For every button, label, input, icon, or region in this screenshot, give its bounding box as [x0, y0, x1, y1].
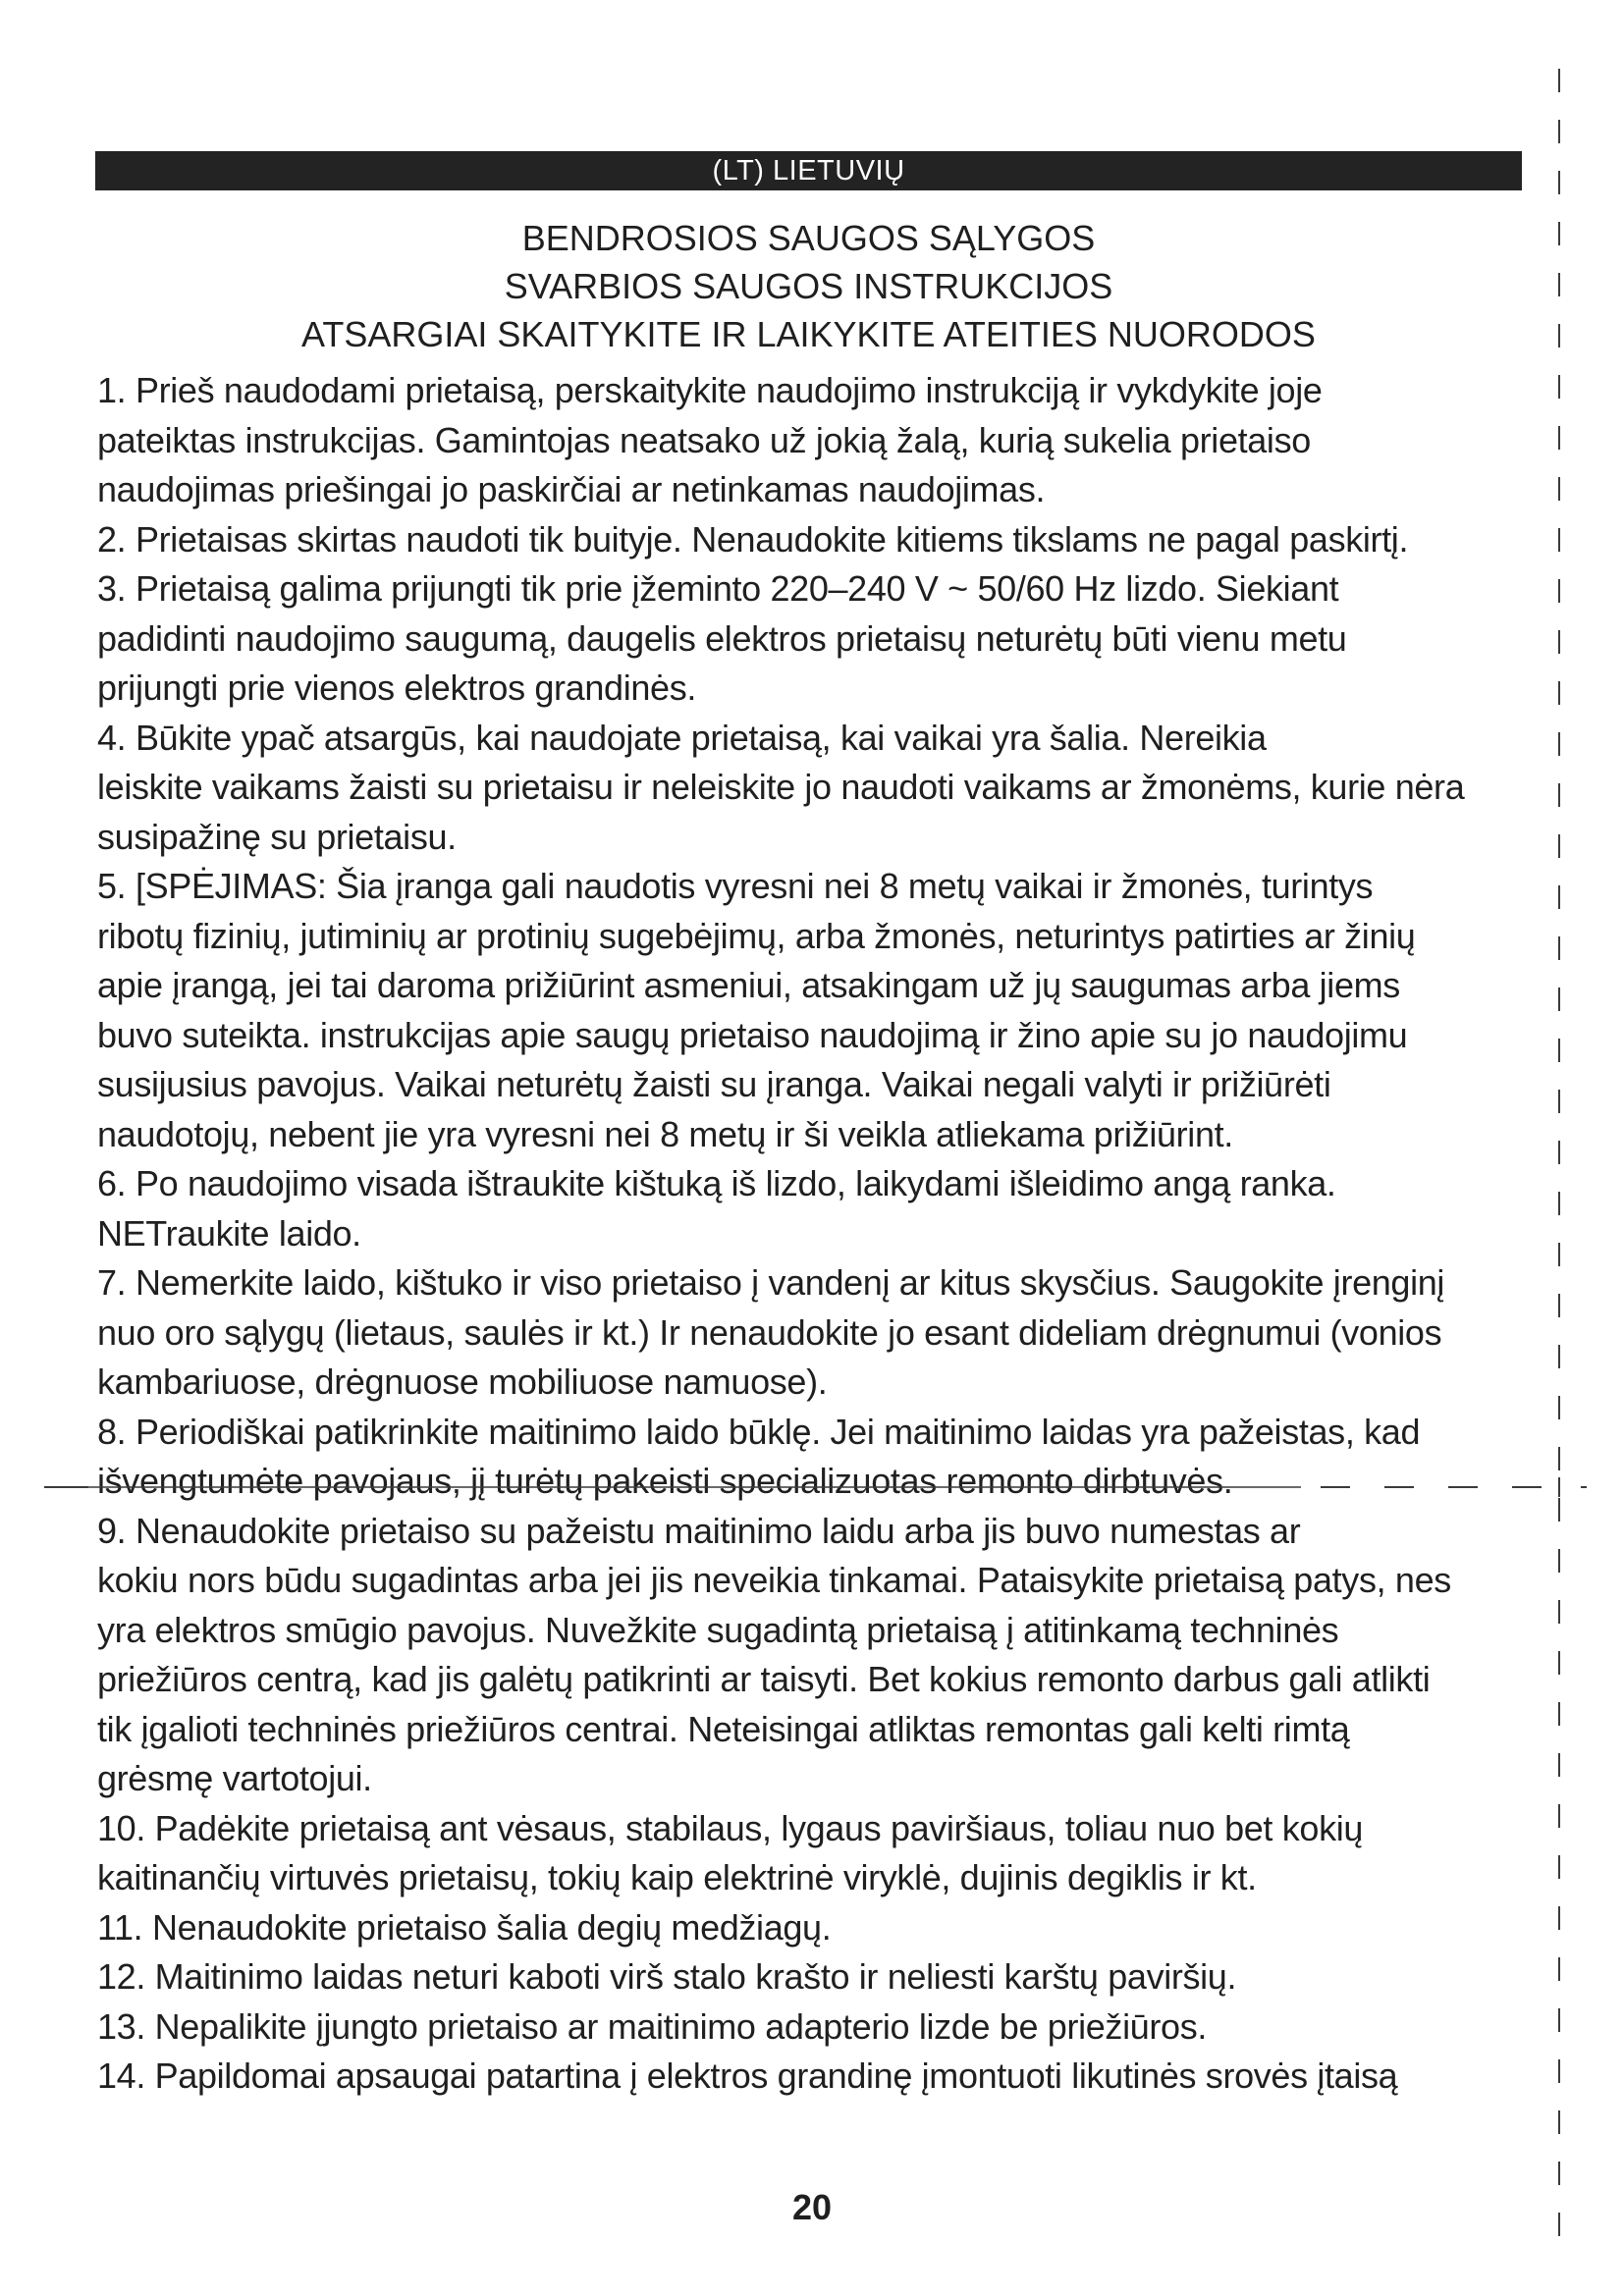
text-line: 3. Prietaisą galima prijungti tik prie įžeminto 220–240 V ~ 50/60 Hz lizdo. Siekiant: [97, 568, 1339, 609]
text-line: 13. Nepalikite įjungto prietaiso ar maitinimo adapterio lizde be priežiūros.: [97, 2005, 1208, 2047]
text-line: kokiu nors būdu sugadintas arba jei jis neveikia tinkamai. Pataisykite prietaisą patys, nes: [97, 1560, 1451, 1600]
text-line: 6. Po naudojimo visada ištraukite kištuką iš lizdo, laikydami išleidimo angą ranka.: [97, 1163, 1336, 1203]
text-line: išvengtumėte pavojaus, jį turėtų pakeisti specializuotas remonto dirbtuvės.: [97, 1461, 1233, 1501]
text-line: 9. Nenaudokite prietaiso su pažeistu maitinimo laidu arba jis buvo numestas ar: [97, 1510, 1301, 1551]
language-label: (LT) LIETUVIŲ: [712, 155, 905, 187]
text-line: NETraukite laido.: [97, 1212, 361, 1254]
text-line: ribotų fizinių, jutiminių ar protinių sugebėjimų, arba žmonės, neturintys patirties ar žinių: [97, 915, 1416, 956]
text-line: 7. Nemerkite laido, kištuko ir viso prietaiso į vandenį ar kitus skysčius. Saugokite įrenginį: [97, 1262, 1445, 1303]
text-line: kaitinančių virtuvės prietaisų, tokių kaip elektrinė viryklė, dujinis degiklis ir kt.: [97, 1857, 1257, 1897]
text-line: padidinti naudojimo saugumą, daugelis elektros prietaisų neturėtų būti vienu metu: [97, 617, 1347, 659]
text-line: buvo suteikta. instrukcijas apie saugų prietaiso naudojimą ir žino apie su jo naudojimu: [97, 1014, 1408, 1055]
text-line: tik įgalioti techninės priežiūros centrai. Neteisingai atliktas remontas gali kelti rimtą: [97, 1708, 1350, 1749]
margin-trim-marks: [1549, 0, 1569, 2296]
text-line: grėsmę vartotojui.: [97, 1758, 372, 1798]
text-line: 14. Papildomai apsaugai patartina į elektros grandinę įmontuoti likutinės srovės įtaisą: [97, 2056, 1398, 2096]
text-line: pateiktas instrukcijas. Gamintojas neatsako už jokią žalą, kurią sukelia prietaiso: [97, 419, 1311, 460]
text-line: 11. Nenaudokite prietaiso šalia degių medžiagų.: [97, 1906, 832, 1948]
text-line: 10. Padėkite prietaisą ant vėsaus, stabilaus, lygaus paviršiaus, toliau nuo bet kokių: [97, 1807, 1364, 1848]
text-line: 4. Būkite ypač atsargūs, kai naudojate prietaisą, kai vaikai yra šalia. Nereikia: [97, 717, 1267, 758]
text-line: naudojimas priešingai jo paskirčiai ar netinkamas naudojimas.: [97, 469, 1046, 509]
language-header-bar: [95, 151, 1522, 190]
text-line: 5. [SPĖJIMAS: Šia įranga gali naudotis vyresni nei 8 metų vaikai ir žmonės, turintys: [97, 866, 1374, 906]
text-line: prijungti prie vienos elektros grandinės.: [97, 667, 696, 708]
text-line: leiskite vaikams žaisti su prietaisu ir neleiskite jo naudoti vaikams ar žmonėms, kurie nėra: [97, 767, 1465, 807]
text-line: 12. Maitinimo laidas neturi kaboti virš stalo krašto ir neliesti karštų paviršių.: [97, 1956, 1237, 1997]
safety-instructions-body: [97, 366, 1541, 2102]
text-line: 8. Periodiškai patikrinkite maitinimo laido būklę. Jei maitinimo laidas yra pažeistas, kad: [97, 1411, 1421, 1452]
text-line: apie įrangą, jei tai daroma prižiūrint asmeniui, atsakingam už jų saugumas arba jiems: [97, 965, 1400, 1005]
text-line: nuo oro sąlygų (lietaus, saulės ir kt.) Ir nenaudokite jo esant dideliam drėgnumui (vonios: [97, 1311, 1442, 1353]
text-line: susijusius pavojus. Vaikai neturėtų žaisti su įranga. Vaikai negali valyti ir prižiūrėti: [97, 1064, 1331, 1104]
title-general-safety: BENDROSIOS SAUGOS SĄLYGOS: [521, 218, 1096, 258]
text-line: 1. Prieš naudodami prietaisą, perskaitykite naudojimo instrukciją ir vykdykite joje: [97, 370, 1323, 410]
text-line: priežiūros centrą, kad jis galėtų patikrinti ar taisyti. Bet kokius remonto darbus gali atlikti: [97, 1659, 1431, 1699]
title-read-and-keep: ATSARGIAI SKAITYKITE IR LAIKYKITE ATEITIES NUORODOS: [301, 314, 1316, 354]
text-line: naudotojų, nebent jie yra vyresni nei 8 metų ir ši veikla atliekama prižiūrint.: [97, 1113, 1233, 1154]
text-line: 2. Prietaisas skirtas naudoti tik buityje. Nenaudokite kitiems tikslams ne pagal paskirtį.: [97, 518, 1409, 560]
section-titles: [95, 214, 1522, 358]
title-important-instructions: SVARBIOS SAUGOS INSTRUKCIJOS: [504, 266, 1113, 306]
text-line: kambariuose, drėgnuose mobiliuose namuose).: [97, 1362, 828, 1402]
text-line: yra elektros smūgio pavojus. Nuvežkite sugadintą prietaisą į atitinkamą techninės: [97, 1609, 1339, 1650]
text-line: susipažinę su prietaisu.: [97, 816, 457, 857]
page-number: 20: [791, 2187, 833, 2227]
